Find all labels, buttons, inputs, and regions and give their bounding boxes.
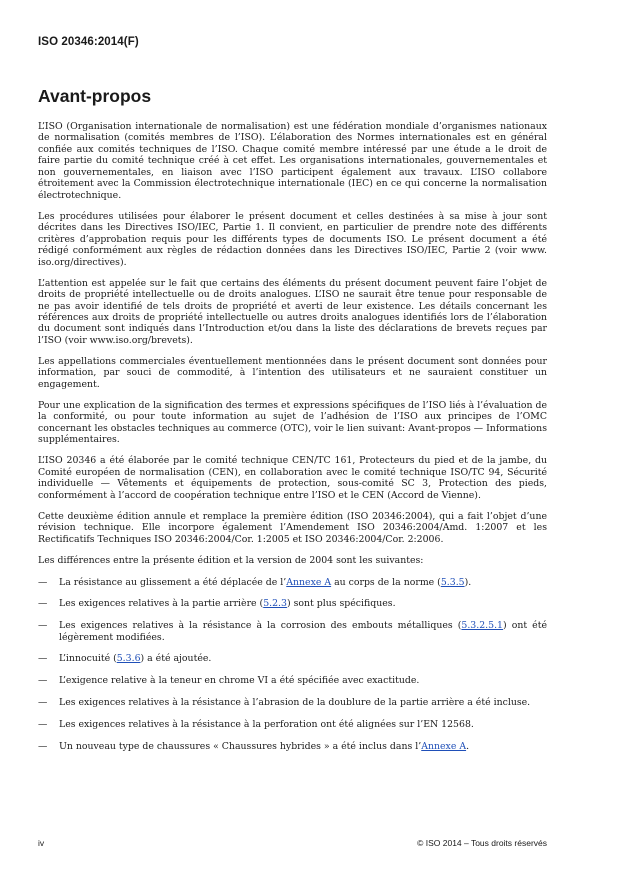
dash-bullet: — — [38, 675, 48, 687]
dash-bullet: — — [38, 576, 48, 588]
list-item: — L’innocuité (5.3.6) a été ajoutée. — [38, 653, 212, 665]
page-footer — [38, 838, 547, 848]
paragraph: Les appellations commerciales éventuellement mentionnées dans le présent document sont données pour information, par souci de commodité, à l’intention des utilisateurs et ne sauraient constituer un engagement. — [38, 355, 547, 390]
document-body — [38, 121, 547, 762]
annex-a-link[interactable]: Annexe A — [421, 740, 467, 752]
page-title: Avant-propos — [38, 86, 152, 106]
copyright-notice: © ISO 2014 – Tous droits réservés — [417, 838, 547, 848]
paragraph: L’ISO 20346 a été élaborée par le comité technique CEN/TC 161, Protecteurs du pied et de la jambe, du Comité européen de normalisation (CEN), en collaboration avec le comité technique ISO/TC 94, Sécurité individuelle — Vêtements et équipements de protection, sous-comité SC 3, Protection des pieds, conformément à l’accord de coopération technique entre l’ISO et le CEN (Accord de Vienne). — [38, 455, 547, 501]
list-item: — La résistance au glissement a été déplacée de l’Annexe A au corps de la norme (5.3.5). — [38, 576, 472, 588]
clause-5-3-6-link[interactable]: 5.3.6 — [116, 653, 141, 665]
page-number: iv — [38, 838, 45, 848]
list-item: — Les exigences relatives à la résistance à l’abrasion de la doublure de la partie arrière a été incluse. — [38, 697, 531, 709]
clause-5-2-3-link[interactable]: 5.2.3 — [263, 598, 287, 610]
dash-bullet: — — [38, 718, 48, 730]
paragraph: Pour une explication de la signification des termes et expressions spécifiques de l’ISO liés à l’évaluation de la conformité, ou pour toute information au sujet de l’adhésion de l’ISO aux principes de l’OMC concernant les obstacles techniques au commerce (OTC), voir le lien suivant: Avant-propos — Informations supplémentaires. — [38, 399, 547, 446]
dash-bullet: — — [38, 620, 48, 632]
annex-a-link[interactable]: Annexe A — [286, 576, 332, 588]
dash-bullet: — — [38, 653, 48, 665]
list-item: — Les exigences relatives à la résistance à la perforation ont été alignées sur l’EN 12568. — [38, 718, 474, 730]
differences-list — [38, 577, 547, 752]
clause-5-3-5-link[interactable]: 5.3.5 — [440, 576, 465, 588]
list-intro: Les différences entre la présente édition et la version de 2004 sont les suivantes: — [38, 554, 424, 566]
dash-bullet: — — [38, 697, 48, 709]
list-item: — Les exigences relatives à la partie arrière (5.2.3) sont plus spécifiques. — [38, 598, 396, 610]
paragraph: L’attention est appelée sur le fait que certains des éléments du présent document peuvent faire l’objet de droits de propriété intellectuelle ou de droits analogues. L’ISO ne saurait être tenue pour responsable de ne pas avoir identifié de tels droits de propriété et averti de leur existence. Les détails concernant les références aux droits de propriété intellectuelle ou autres droits analogues identifiés lors de l’élaboration du document sont indiqués dans l’Introduction et/ou dans la liste des déclarations de brevets reçues par l’ISO (voir www.iso.org/brevets). — [38, 277, 547, 346]
list-item: — Un nouveau type de chaussures « Chaussures hybrides » a été inclus dans l’Annexe A. — [38, 740, 470, 752]
clause-5-3-2-5-1-link[interactable]: 5.3.2.5.1 — [461, 620, 503, 632]
dash-bullet: — — [38, 598, 48, 610]
dash-bullet: — — [38, 740, 48, 752]
list-item: — Les exigences relatives à la résistance à la corrosion des embouts métalliques (5.3.2.5.1) ont été légèrement modifiées. — [38, 620, 547, 643]
paragraph: Cette deuxième édition annule et remplace la première édition (ISO 20346:2004), qui a fait l’objet d’une révision technique. Elle incorpore également l’Amendement ISO 20346:2004/Amd. 1:2007 et les Rectificatifs Techniques ISO 20346:2004/Cor. 1:2005 et ISO 20346:2004/Cor. 2:2006. — [38, 510, 547, 545]
paragraph: Les procédures utilisées pour élaborer le présent document et celles destinées à sa mise à jour sont décrites dans les Directives ISO/IEC, Partie 1. Il convient, en particulier de prendre note des différents critères d’approbation requis pour les différents types de documents ISO. Le présent document a été rédigé conformément aux règles de rédaction données dans les Directives ISO/IEC, Partie 2 (voir www. iso.org/directives). — [38, 210, 547, 268]
document-id: ISO 20346:2014(F) — [38, 36, 139, 48]
list-item: — L’exigence relative à la teneur en chrome VI a été spécifiée avec exactitude. — [38, 675, 420, 687]
paragraph: L’ISO (Organisation internationale de normalisation) est une fédération mondiale d’organismes nationaux de normalisation (comités membres de l’ISO). L’élaboration des Normes internationales est en général confiée aux comités techniques de l’ISO. Chaque comité membre intéressé par une étude a le droit de faire partie du comité technique créé à cet effet. Les organisations internationales, gouvernementales et non gouvernementales, en liaison avec l’ISO participent également aux travaux. L’ISO collabore étroitement avec la Commission électrotechnique internationale (IEC) en ce qui concerne la normalisation électrotechnique. — [38, 121, 547, 201]
